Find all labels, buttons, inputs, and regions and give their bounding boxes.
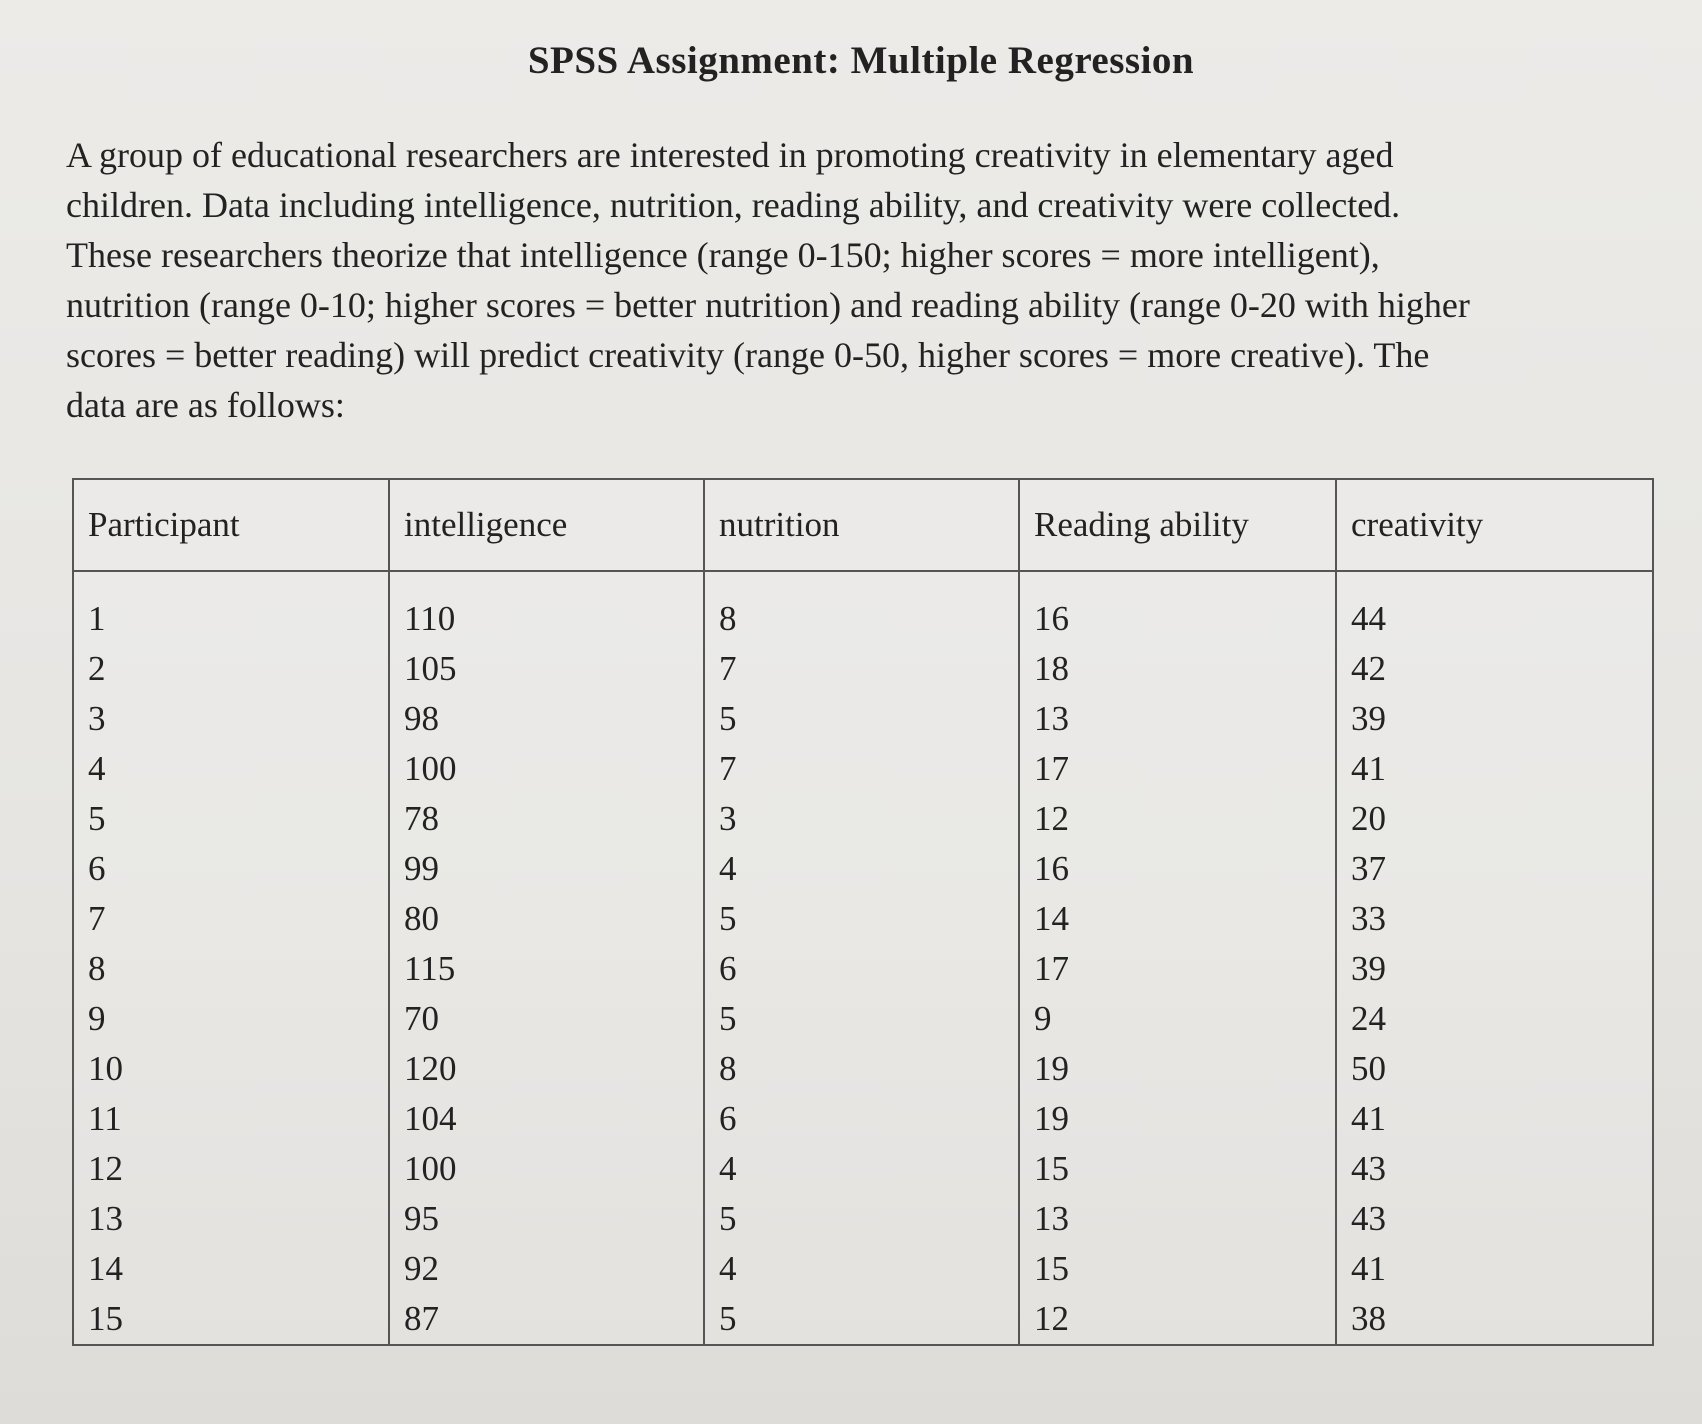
table-cell: 16: [1034, 849, 1069, 888]
table-cell: 39: [1351, 949, 1386, 988]
table-cell: 19: [1034, 1099, 1069, 1138]
table-cell: 100: [404, 1149, 457, 1188]
table-cell: 98: [404, 699, 439, 738]
table-cell: 92: [404, 1249, 439, 1288]
table-cell: 6: [88, 849, 106, 888]
table-cell: 5: [719, 1199, 737, 1238]
data-table: [72, 478, 1654, 1346]
table-cell: 12: [1034, 1299, 1069, 1338]
table-cell: 33: [1351, 899, 1386, 938]
table-cell: 3: [719, 799, 737, 838]
paragraph-line: A group of educational researchers are interested in promoting creativity in elementary aged: [66, 135, 1394, 175]
paragraph-line: nutrition (range 0-10; higher scores = better nutrition) and reading ability (range 0-20 with higher: [66, 285, 1470, 325]
table-cell: 8: [719, 599, 737, 638]
header-reading-ability: Reading ability: [1019, 479, 1336, 571]
table-cell: 17: [1034, 749, 1069, 788]
table-cell: 17: [1034, 949, 1069, 988]
table-cell: 99: [404, 849, 439, 888]
table-cell: 78: [404, 799, 439, 838]
table-cell: 3: [88, 699, 106, 738]
table-cell: 105: [404, 649, 457, 688]
creativity-column: [1336, 571, 1653, 1345]
document-title: SPSS Assignment: Multiple Regression: [527, 39, 1195, 82]
table-cell: 70: [404, 999, 439, 1038]
header-intelligence: intelligence: [389, 479, 704, 571]
table-cell: 5: [719, 699, 737, 738]
table-cell: 2: [88, 649, 106, 688]
table-cell: 14: [88, 1249, 123, 1288]
table-cell: 100: [404, 749, 457, 788]
paragraph-line: These researchers theorize that intelligence (range 0-150; higher scores = more intelligent),: [66, 235, 1380, 275]
table-cell: 16: [1034, 599, 1069, 638]
header-participant: Participant: [73, 479, 389, 571]
table-cell: 41: [1351, 1099, 1386, 1138]
table-cell: 12: [1034, 799, 1069, 838]
table-cell: 4: [719, 1149, 737, 1188]
table-cell: 15: [88, 1299, 123, 1338]
table-cell: 8: [88, 949, 106, 988]
table-cell: 110: [404, 599, 456, 638]
table-cell: 7: [719, 649, 737, 688]
participant-column: [73, 571, 389, 1345]
header-creativity: creativity: [1336, 479, 1653, 571]
table-cell: 1: [88, 599, 106, 638]
table-body-row: [73, 571, 1653, 1345]
table-cell: 12: [88, 1149, 123, 1188]
table-cell: 87: [404, 1299, 439, 1338]
intro-paragraph: [66, 130, 1666, 430]
table-cell: 50: [1351, 1049, 1386, 1088]
intelligence-column: [389, 571, 704, 1345]
table-cell: 80: [404, 899, 439, 938]
table-cell: 9: [88, 999, 106, 1038]
reading-ability-column: [1019, 571, 1336, 1345]
table-cell: 24: [1351, 999, 1386, 1038]
table-cell: 5: [88, 799, 106, 838]
table-cell: 43: [1351, 1199, 1386, 1238]
table-cell: 7: [88, 899, 106, 938]
table-cell: 7: [719, 749, 737, 788]
table-cell: 18: [1034, 649, 1069, 688]
table-cell: 13: [1034, 699, 1069, 738]
table-cell: 20: [1351, 799, 1386, 838]
table-cell: 4: [719, 849, 737, 888]
table-cell: 41: [1351, 1249, 1386, 1288]
table-header-row: [73, 479, 1653, 571]
table-cell: 5: [719, 1299, 737, 1338]
nutrition-column: [704, 571, 1019, 1345]
table-cell: 14: [1034, 899, 1069, 938]
table-cell: 95: [404, 1199, 439, 1238]
header-nutrition: nutrition: [704, 479, 1019, 571]
paragraph-line: children. Data including intelligence, nutrition, reading ability, and creativity were collected.: [66, 185, 1401, 225]
table-cell: 41: [1351, 749, 1386, 788]
table-cell: 13: [1034, 1199, 1069, 1238]
table-cell: 44: [1351, 599, 1386, 638]
paragraph-line: scores = better reading) will predict creativity (range 0-50, higher scores = more creative). The: [66, 335, 1430, 375]
table-cell: 5: [719, 899, 737, 938]
table-cell: 38: [1351, 1299, 1386, 1338]
table-cell: 9: [1034, 999, 1052, 1038]
table-cell: 120: [404, 1049, 457, 1088]
table-cell: 115: [404, 949, 456, 988]
table-cell: 43: [1351, 1149, 1386, 1188]
table-cell: 15: [1034, 1249, 1069, 1288]
table-cell: 8: [719, 1049, 737, 1088]
table-cell: 5: [719, 999, 737, 1038]
table-cell: 39: [1351, 699, 1386, 738]
table-cell: 19: [1034, 1049, 1069, 1088]
table-cell: 10: [88, 1049, 123, 1088]
table-cell: 4: [719, 1249, 737, 1288]
table-cell: 42: [1351, 649, 1386, 688]
table-cell: 13: [88, 1199, 123, 1238]
table-cell: 104: [404, 1099, 457, 1138]
table-cell: 4: [88, 749, 106, 788]
paragraph-line: data are as follows:: [66, 385, 345, 425]
table-cell: 6: [719, 949, 737, 988]
table-cell: 11: [88, 1099, 122, 1138]
table-cell: 15: [1034, 1149, 1069, 1188]
table-cell: 6: [719, 1099, 737, 1138]
table-cell: 37: [1351, 849, 1386, 888]
